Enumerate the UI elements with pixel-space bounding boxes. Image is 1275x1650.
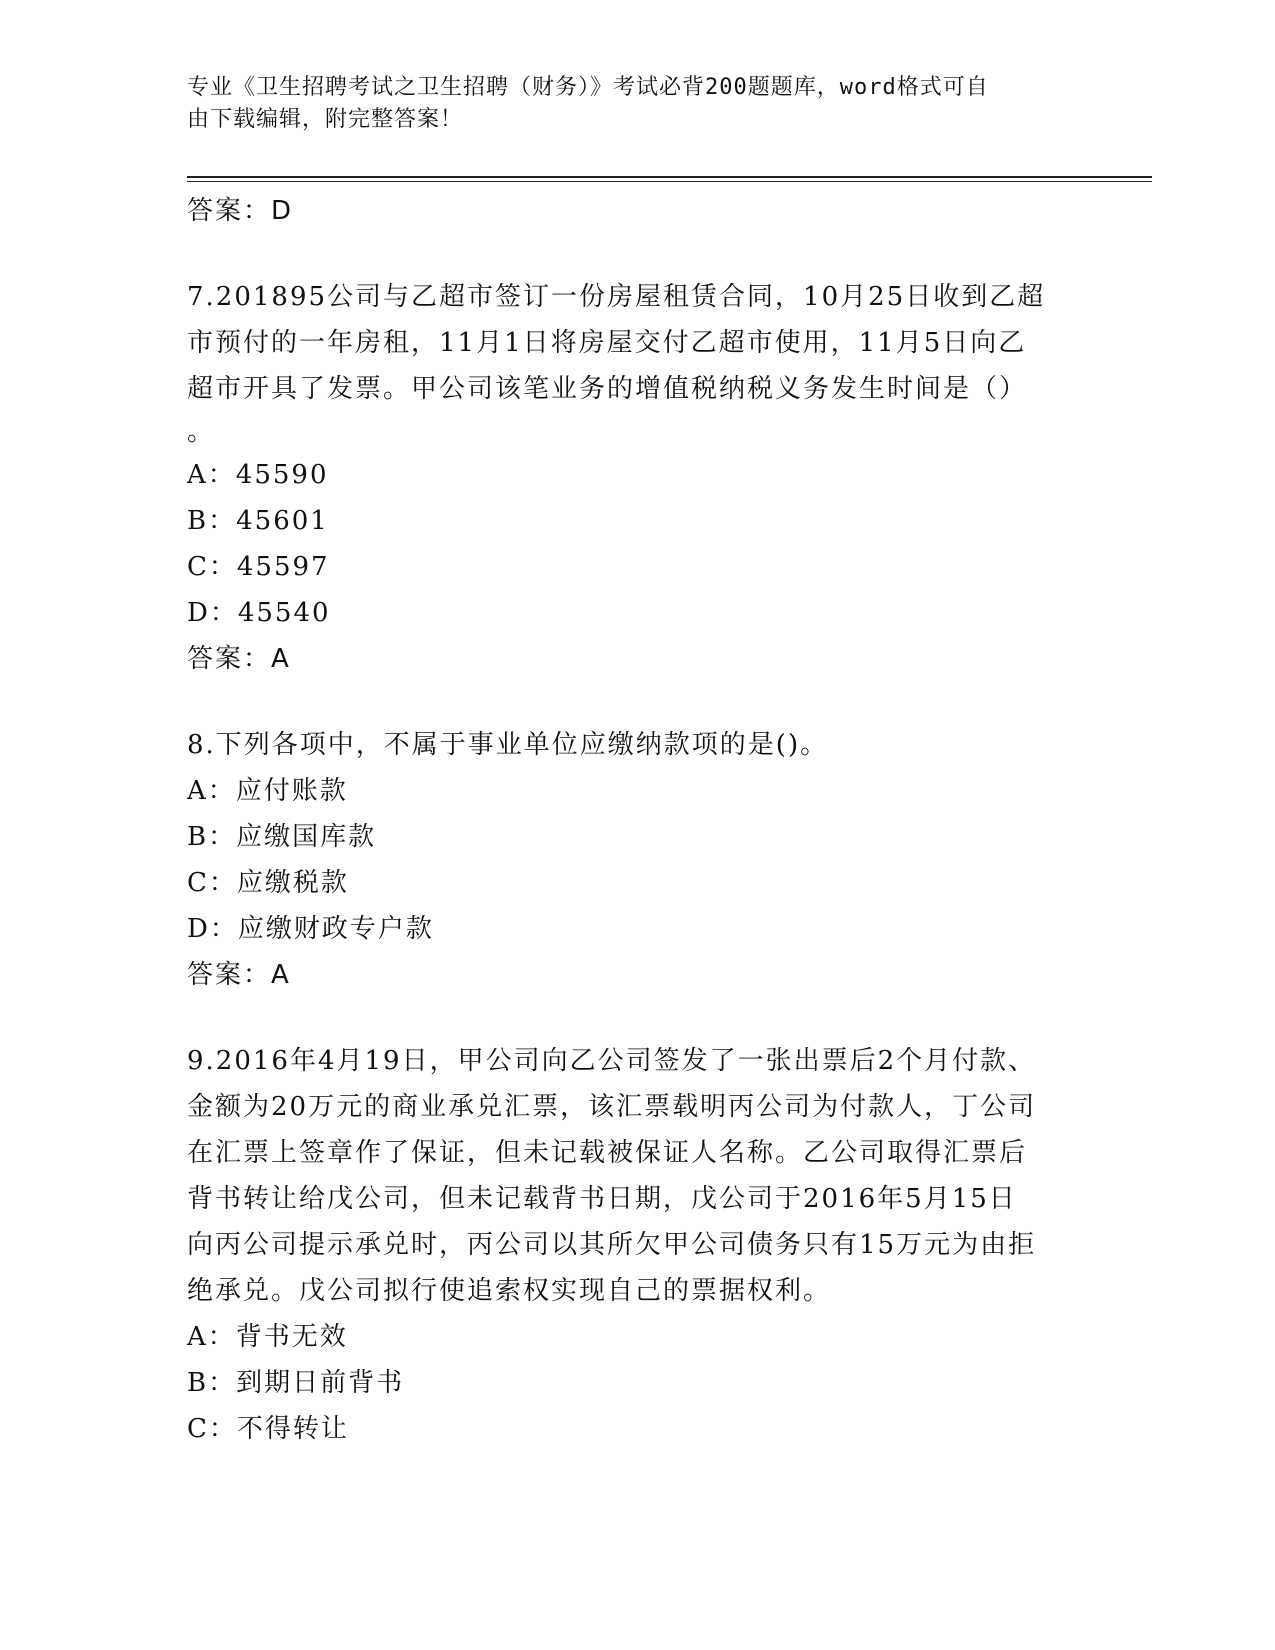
stem-line: 绝承兑。戊公司拟行使追索权实现自己的票据权利。	[187, 1276, 832, 1306]
question-7	[187, 274, 1087, 682]
document-header	[187, 72, 1067, 136]
stem-line: 市预付的一年房租，11月1日将房屋交付乙超市使用，11月5日向乙	[187, 328, 1027, 358]
stem-line: 9.2016年4月19日，甲公司向乙公司签发了一张出票后2个月付款、	[187, 1046, 1037, 1076]
question-stem	[187, 1038, 1087, 1314]
option-a: A：背书无效	[187, 1322, 348, 1352]
option-d: D：应缴财政专户款	[187, 914, 434, 944]
stem-line: 金额为20万元的商业承兑汇票，该汇票载明丙公司为付款人，丁公司	[187, 1092, 1037, 1122]
option-b: B：45601	[187, 506, 329, 536]
question-stem	[187, 274, 1087, 452]
question-stem	[187, 722, 1087, 768]
header-line-1: 专业《卫生招聘考试之卫生招聘（财务）》考试必背200题题库，word格式可自	[187, 75, 989, 100]
stem-line: 背书转让给戊公司，但未记载背书日期，戊公司于2016年5月15日	[187, 1184, 1017, 1214]
header-line-2: 由下载编辑，附完整答案！	[187, 107, 464, 132]
stem-line: 。	[187, 417, 216, 447]
header-rule-thick	[187, 176, 1152, 178]
answer-line: 答案：D	[187, 196, 294, 226]
document-body	[187, 188, 1087, 1452]
question-9	[187, 1038, 1087, 1452]
answer-line: 答案：A	[187, 960, 291, 990]
stem-line: 在汇票上签章作了保证，但未记载被保证人名称。乙公司取得汇票后	[187, 1138, 1028, 1168]
question-8	[187, 722, 1087, 998]
option-b: B：到期日前背书	[187, 1368, 405, 1398]
option-c: C：应缴税款	[187, 868, 349, 898]
header-rule-thin	[187, 181, 1152, 182]
answer-line: 答案：A	[187, 644, 291, 674]
option-a: A：应付账款	[187, 776, 348, 806]
option-c: C：不得转让	[187, 1414, 349, 1444]
stem-line: 8.下列各项中，不属于事业单位应缴纳款项的是()。	[187, 730, 829, 760]
stem-line: 向丙公司提示承兑时，丙公司以其所欠甲公司债务只有15万元为由拒	[187, 1230, 1037, 1260]
stem-line: 超市开具了发票。甲公司该笔业务的增值税纳税义务发生时间是（）	[187, 374, 1028, 404]
stem-line: 7.201895公司与乙超市签订一份房屋租赁合同，10月25日收到乙超	[187, 282, 1046, 312]
option-b: B：应缴国库款	[187, 822, 377, 852]
option-c: C：45597	[187, 552, 330, 582]
option-a: A：45590	[187, 460, 329, 490]
option-d: D：45540	[187, 598, 331, 628]
